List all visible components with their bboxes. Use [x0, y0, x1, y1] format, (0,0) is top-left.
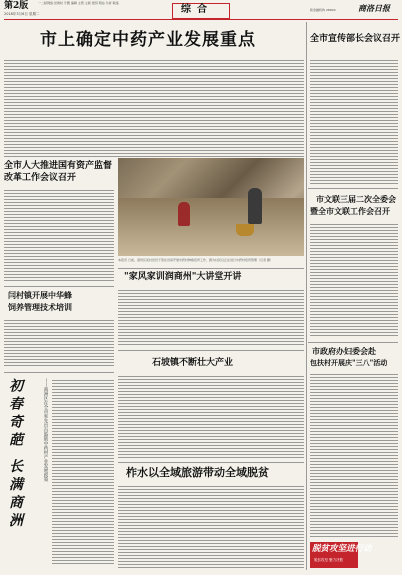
left-divider-2	[4, 286, 114, 287]
right-lower-headline-2: 包扶村开展庆"三八"活动	[310, 358, 388, 367]
left-lower-text	[4, 318, 114, 368]
left-lower-headline-2: 饲养管理技术培训	[8, 302, 72, 312]
left-lower-headline-1: 闫村镇开展中华蜂	[8, 290, 72, 300]
center-divider-1	[118, 268, 304, 269]
page-header	[0, 0, 402, 22]
news-photo	[118, 158, 304, 256]
bottom-divider	[118, 462, 304, 463]
right-top-text	[310, 58, 398, 184]
left-divider-3	[4, 372, 114, 373]
photo-person-1	[178, 202, 190, 226]
page-number: 第2版	[4, 1, 29, 11]
photo-field	[118, 198, 304, 256]
bottom-text	[118, 484, 304, 568]
center-lower-headline: "家风家训润商州"大讲堂开讲	[124, 272, 242, 282]
right-mid-headline-1: 市文联三届二次全委会	[316, 194, 396, 204]
photo-person-2	[248, 188, 262, 224]
stone-text	[118, 374, 304, 458]
main-headline: 市上确定中药产业发展重点	[40, 30, 256, 50]
left-mid-headline: 全市人大推进国有资产监督改革工作会议召开	[4, 161, 113, 183]
main-article-text	[4, 58, 304, 154]
right-lower-headline-1: 市政府办妇委会赴	[312, 346, 376, 356]
right-top-headline: 全市宣传部长会议召开	[310, 34, 401, 44]
vertical-article-text	[52, 378, 114, 566]
bottom-headline: 柞水以全域旅游带动全域脱贫	[126, 466, 269, 479]
right-lower-text	[310, 372, 398, 538]
date-line: 2018年3月6日 星期二	[4, 12, 40, 16]
stone-headline: 石坡镇不断壮大产业	[152, 358, 234, 368]
right-divider-1	[308, 188, 398, 189]
divider-right	[306, 22, 307, 570]
section-title: 综合	[181, 4, 213, 15]
right-mid-text	[310, 222, 398, 338]
masthead-small-text: 一二版网络·党建时 专题 编辑 主管 主版 组织 网站 分析 联络	[38, 1, 119, 5]
header-rule	[4, 19, 398, 20]
photo-basket	[236, 224, 254, 236]
center-lower-text	[118, 288, 304, 346]
left-divider-1	[4, 156, 304, 157]
right-divider-2	[308, 342, 398, 343]
left-mid-text	[4, 188, 114, 282]
vertical-subline: ——商洲区在全市率先出台鼓励中药材产业发展政策	[43, 378, 48, 482]
campaign-box	[310, 542, 398, 568]
vertical-headline-text: 初春奇葩 长满商洲	[7, 378, 23, 531]
campaign-box-sub: 脱贫攻坚 聚力决胜	[314, 558, 344, 562]
header-right-info: 新金融机构 28000	[310, 8, 336, 12]
photo-caption: 本报讯 日前，商州区某村党员干部在田间开展中药材种植培育工作，图为村民们正在进行中药材培育管理（记者 摄）	[118, 258, 273, 262]
vertical-headline	[6, 378, 50, 558]
right-mid-headline-2: 暨全市文联工作会召开	[310, 206, 390, 216]
campaign-box-title: 脱贫攻坚进行动	[312, 544, 372, 554]
paper-logo: 商洛日报	[358, 3, 390, 13]
center-divider-2	[118, 350, 304, 351]
